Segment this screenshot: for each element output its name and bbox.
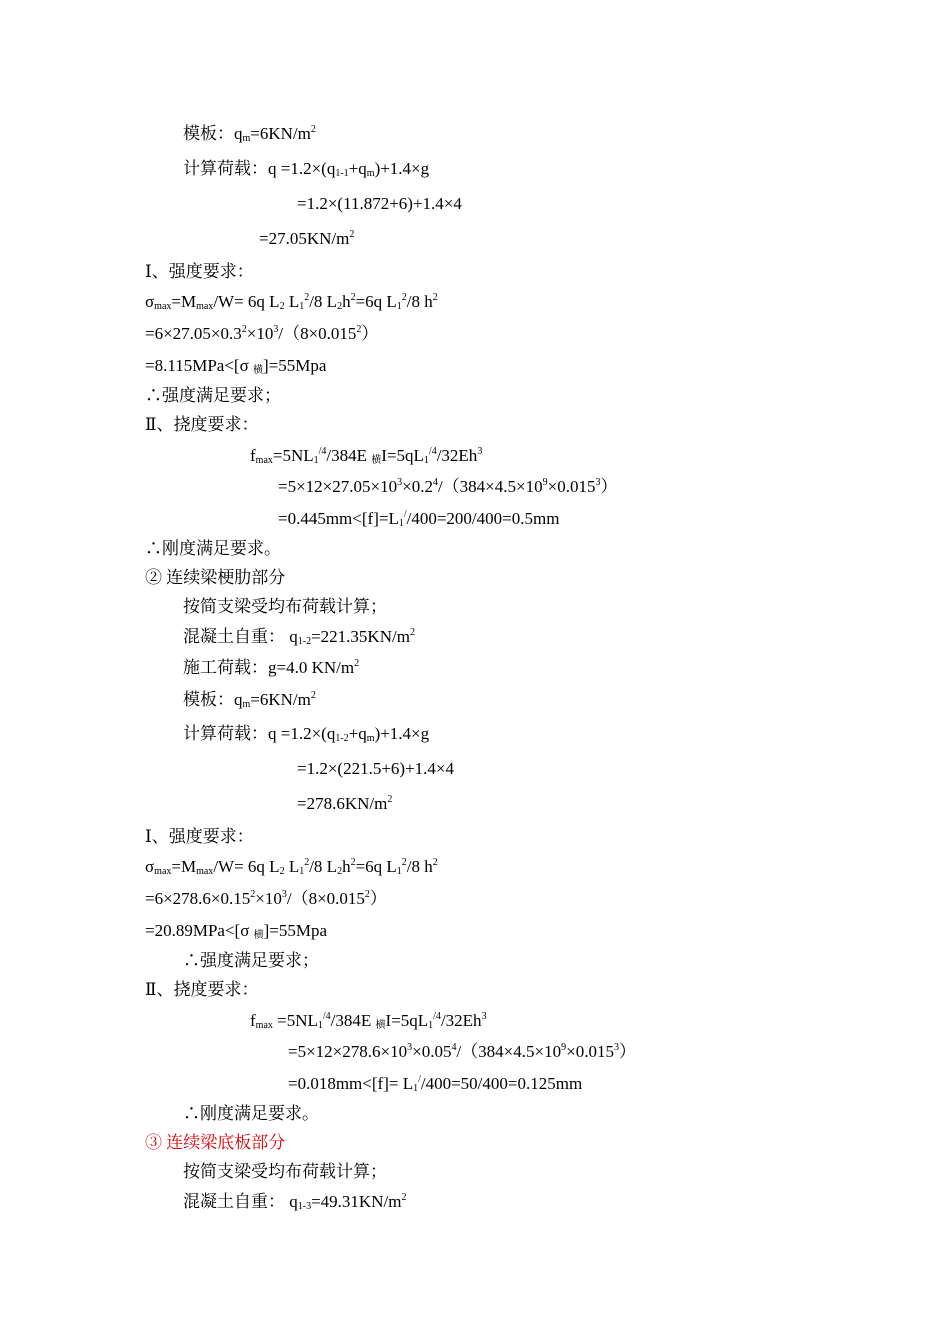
- design-load-formula: 计算荷载：$q =1.2\times(q_{1-2}+q_m)+1.4\times g$: [183, 724, 430, 744]
- strength-heading: Ⅰ、强度要求：: [145, 262, 254, 281]
- stress-substitution: $=6\times 278.6\times 0.15^2\times 10^3/(8\times 0.015^2)$: [145, 889, 387, 908]
- strength-heading: Ⅰ、强度要求：: [145, 827, 254, 846]
- design-load-substitution: =1.2×(221.5+6)+1.4×4: [297, 759, 455, 778]
- design-load-substitution: =1.2×(11.872+6)+1.4×4: [297, 194, 462, 213]
- deflection-result: $=0.018mm<[f]= L_1^//400=50/400=0.125mm$: [288, 1074, 583, 1094]
- stress-substitution: $=6\times 27.05\times 0.3^2\times 10^3/(8\times 0.015^2)$: [145, 324, 379, 343]
- design-load-result: $=278.6KN/m^2$: [297, 794, 393, 813]
- deflection-heading: Ⅱ、挠度要求：: [145, 980, 259, 999]
- deflection-substitution: $=5\times 12\times 278.6\times 10^3\times 0.05^4/(384\times 4.5\times 10^9\times 0.015^3)$: [288, 1042, 636, 1061]
- calc-method-line: 按简支梁受均布荷载计算；: [183, 597, 387, 616]
- section-2-heading: ② 连续梁梗肋部分: [145, 568, 286, 587]
- stress-result: =20.89MPa<[σ $_横$]=55Mpa: [145, 921, 328, 941]
- design-load-result: $=27.05KN/m^2$: [259, 229, 355, 248]
- concrete-weight-line: 混凝土自重： $q_{1-3}=49.31KN/m^2$: [183, 1192, 407, 1212]
- deflection-formula: $f_{max}=5NL_1^{/4}/384E$ $_横I=5qL_1^{/4}/32Eh^3$: [250, 446, 483, 466]
- section-3-heading: ③ 连续梁底板部分: [145, 1133, 286, 1152]
- formwork-load-line: 模板：$q_m=6KN/m^2$: [183, 124, 316, 144]
- deflection-heading: Ⅱ、挠度要求：: [145, 415, 259, 434]
- deflection-substitution: $=5\times 12\times 27.05\times 10^3\times 0.2^4/(384\times 4.5\times 10^9\times 0.015^3)$: [278, 477, 618, 496]
- stress-formula: $\sigma_{max}=M_{max}/W= 6q$ $L_2$ $L_1^2/8$ $L_2h^2=6q$ $L_1^2/8$ $h^2$: [145, 857, 438, 877]
- construction-load-line: 施工荷载：g=4.0 $KN/m^2$: [183, 658, 360, 677]
- stiffness-conclusion: ∴刚度满足要求。: [145, 539, 281, 558]
- stress-formula: $\sigma_{max}=M_{max}/W= 6q$ $L_2$ $L_1^2/8$ $L_2h^2=6q$ $L_1^2/8$ $h^2$: [145, 292, 438, 312]
- stiffness-conclusion: ∴刚度满足要求。: [183, 1104, 319, 1123]
- strength-conclusion: ∴强度满足要求；: [145, 386, 281, 405]
- formwork-load-line: 模板：$q_m=6KN/m^2$: [183, 690, 316, 710]
- strength-conclusion: ∴强度满足要求；: [183, 951, 319, 970]
- deflection-formula: $f_{max} =5NL_1^{/4}/384E$ $_横I=5qL_1^{/4}/32Eh^3$: [250, 1011, 487, 1031]
- calc-method-line: 按简支梁受均布荷载计算；: [183, 1162, 387, 1181]
- concrete-weight-line: 混凝土自重： $q_{1-2}=221.35KN/m^2$: [183, 627, 415, 647]
- stress-result: =8.115MPa<[σ $_横$]=55Mpa: [145, 356, 327, 376]
- deflection-result: $=0.445mm<[f]=L_1^//400=200/400=0.5mm$: [278, 509, 560, 529]
- design-load-formula: 计算荷载：$q =1.2\times(q_{1-1}+q_m)+1.4\times g$: [183, 159, 430, 179]
